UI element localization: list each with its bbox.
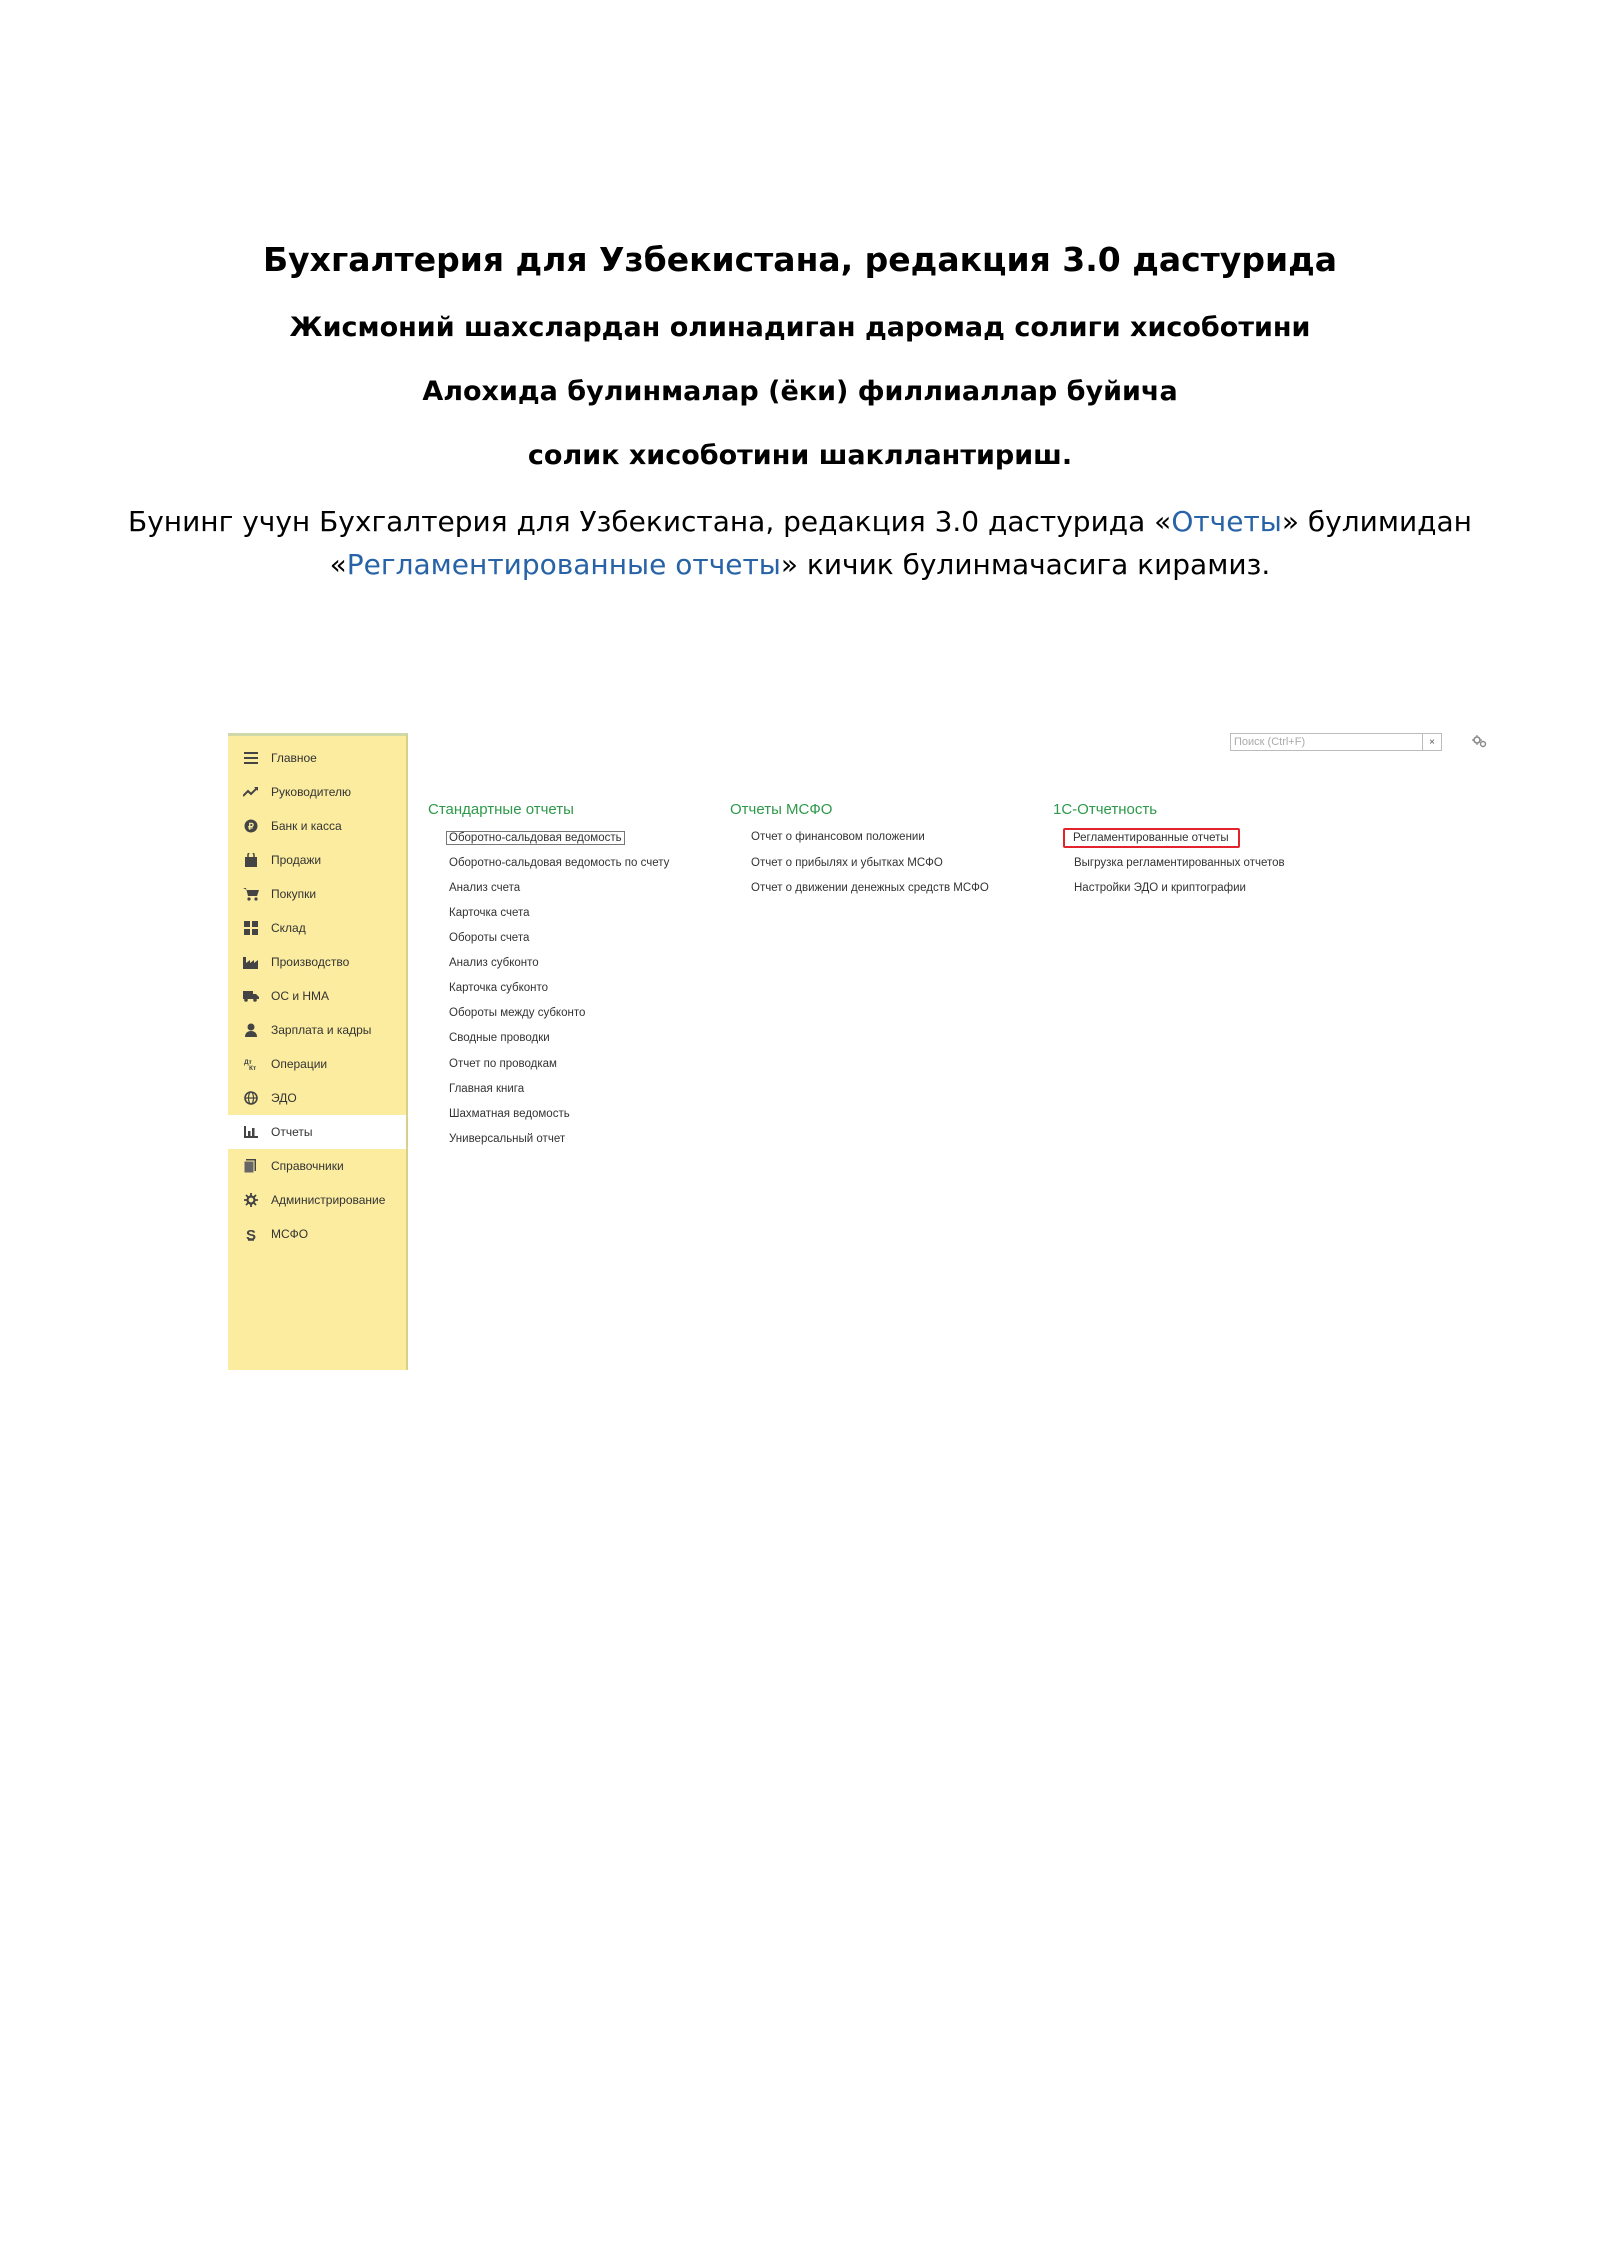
sidebar-item-fixed-assets[interactable]: [228, 979, 406, 1013]
instruction-paragraph-line-1: [0, 505, 1600, 538]
report-link[interactable]: Настройки ЭДО и криптографии: [1074, 882, 1246, 894]
report-link[interactable]: Отчет о движении денежных средств МСФО: [751, 882, 989, 894]
bag-icon: [243, 852, 259, 868]
factory-icon: [243, 954, 259, 970]
sidebar-item-label: Покупки: [271, 887, 317, 901]
report-link[interactable]: Отчет о прибылях и убытках МСФО: [751, 857, 943, 869]
regulated-reports-link[interactable]: Регламентированные отчеты: [346, 548, 781, 581]
sidebar-item-manager[interactable]: [228, 775, 406, 809]
report-link[interactable]: Обороты счета: [449, 932, 530, 944]
sidebar-item-ifrs[interactable]: [228, 1217, 406, 1251]
report-link-regulated-reports[interactable]: Регламентированные отчеты: [1063, 828, 1240, 848]
sidebar-item-label: ЭДО: [271, 1091, 297, 1105]
document-subtitle-1: Жисмоний шахслардан олинадиган даромад солиги хисоботини: [289, 312, 1311, 343]
sidebar: [228, 733, 408, 1370]
sidebar-item-label: Операции: [271, 1057, 328, 1071]
sidebar-item-purchases[interactable]: [228, 877, 406, 911]
sidebar-item-reports[interactable]: [228, 1115, 406, 1149]
sidebar-item-label: Банк и касса: [271, 819, 342, 833]
svg-text:Кт: Кт: [249, 1065, 257, 1071]
trend-icon: [243, 784, 259, 800]
warehouse-icon: [243, 920, 259, 936]
paragraph-text-2: » булимидан: [1281, 505, 1472, 538]
search-clear-button[interactable]: ×: [1422, 734, 1441, 750]
dt-kt-icon: [243, 1056, 259, 1072]
report-link[interactable]: Оборотно-сальдовая ведомость по счету: [449, 857, 670, 869]
svg-text:Дт: Дт: [244, 1059, 252, 1066]
report-link-turnover-balance[interactable]: Оборотно-сальдовая ведомость: [446, 831, 625, 845]
report-link[interactable]: Отчет по проводкам: [449, 1058, 557, 1070]
sidebar-item-administration[interactable]: [228, 1183, 406, 1217]
sidebar-item-sales[interactable]: [228, 843, 406, 877]
globe-icon: [243, 1090, 259, 1106]
svg-text:S: S: [245, 1227, 257, 1242]
sidebar-item-label: ОС и НМА: [271, 989, 330, 1003]
document-subtitle-2: Алохида булинмалар (ёки) филлиаллар буйича: [422, 376, 1178, 407]
report-link[interactable]: Отчет о финансовом положении: [751, 831, 925, 843]
sidebar-item-label: Склад: [271, 921, 306, 935]
report-link[interactable]: Шахматная ведомость: [449, 1108, 570, 1120]
app-screenshot: [228, 733, 1493, 1370]
dollar-icon: [243, 1226, 259, 1242]
report-link[interactable]: Универсальный отчет: [449, 1133, 566, 1145]
book-icon: [243, 1158, 259, 1174]
person-icon: [243, 1022, 259, 1038]
coin-icon: [243, 818, 259, 834]
reports-link[interactable]: Отчеты: [1171, 505, 1282, 538]
document-title: Бухгалтерия для Узбекистана, редакция 3.0 дастурида: [263, 240, 1337, 279]
report-link[interactable]: Сводные проводки: [449, 1032, 550, 1044]
report-link[interactable]: Анализ счета: [449, 882, 521, 894]
report-link[interactable]: Карточка счета: [449, 907, 530, 919]
sidebar-item-label: Отчеты: [271, 1125, 313, 1139]
report-link[interactable]: Выгрузка регламентированных отчетов: [1074, 857, 1285, 869]
truck-icon: [243, 988, 259, 1004]
sidebar-item-label: Продажи: [271, 853, 322, 867]
menu-icon: [243, 750, 259, 766]
sidebar-item-label: Руководителю: [271, 785, 352, 799]
sidebar-item-directories[interactable]: [228, 1149, 406, 1183]
sidebar-item-bank[interactable]: [228, 809, 406, 843]
sidebar-item-operations[interactable]: [228, 1047, 406, 1081]
section-title-ifrs-reports: Отчеты МСФО: [730, 801, 833, 818]
paragraph-text-1: Бунинг учун Бухгалтерия для Узбекистана, редакция 3.0 дастурида «: [128, 505, 1172, 538]
bar-chart-icon: [243, 1124, 259, 1140]
report-link[interactable]: Обороты между субконто: [449, 1007, 586, 1019]
report-link[interactable]: Карточка субконто: [449, 982, 549, 994]
gear-icon: [243, 1192, 259, 1208]
sidebar-item-salary[interactable]: [228, 1013, 406, 1047]
sidebar-item-production[interactable]: [228, 945, 406, 979]
section-title-1c-reporting: 1С-Отчетность: [1053, 801, 1158, 818]
sidebar-item-label: Зарплата и кадры: [271, 1023, 372, 1037]
sidebar-item-edo[interactable]: [228, 1081, 406, 1115]
document-subtitle-3: солик хисоботини шакллантириш.: [527, 440, 1073, 471]
svg-text:₽: ₽: [248, 821, 254, 832]
sidebar-item-label: Справочники: [271, 1159, 344, 1173]
search-input[interactable]: [1230, 733, 1442, 751]
sidebar-item-main[interactable]: [228, 741, 406, 775]
report-link[interactable]: Главная книга: [449, 1083, 525, 1095]
search-placeholder: Поиск (Ctrl+F): [1234, 736, 1306, 748]
sidebar-item-label: Главное: [271, 751, 317, 765]
sidebar-item-label: МСФО: [271, 1227, 309, 1241]
report-link[interactable]: Анализ субконто: [449, 957, 539, 969]
settings-icon[interactable]: [1472, 735, 1488, 749]
paragraph-text-4: » кичик булинмачасига кирамиз.: [780, 548, 1271, 581]
sidebar-item-warehouse[interactable]: [228, 911, 406, 945]
cart-icon: [243, 886, 259, 902]
instruction-paragraph-line-2: [0, 548, 1600, 581]
paragraph-text-3: «: [329, 548, 347, 581]
section-title-standard-reports: Стандартные отчеты: [428, 801, 574, 818]
sidebar-item-label: Производство: [271, 955, 350, 969]
sidebar-item-label: Администрирование: [271, 1193, 386, 1207]
